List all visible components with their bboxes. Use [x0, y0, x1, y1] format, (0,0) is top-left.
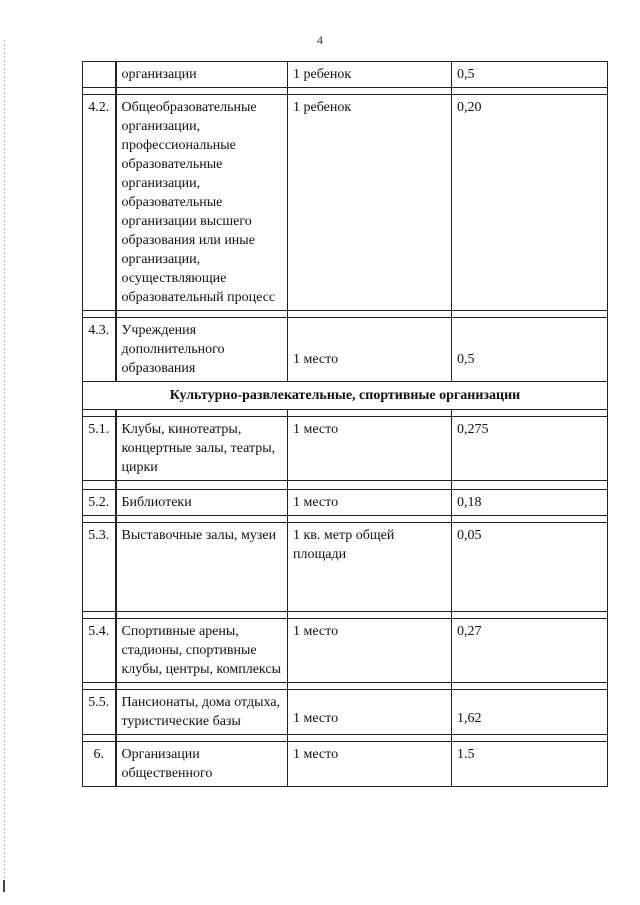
- page-number: 4: [317, 33, 323, 47]
- row-name: Учреждения дополнительного образования: [116, 318, 288, 382]
- row-value: 1.5: [452, 742, 608, 787]
- row-number: 5.1.: [83, 417, 116, 481]
- row-number: 4.3.: [83, 318, 116, 382]
- row-unit: 1 место: [288, 742, 452, 787]
- row-name: Организации общественного: [116, 742, 288, 787]
- row-name: Пансионаты, дома отдыха, туристические базы: [116, 690, 288, 735]
- table-row: [83, 62, 608, 88]
- row-number: 5.5.: [83, 690, 116, 735]
- row-number: [83, 62, 116, 88]
- table-row: [83, 742, 608, 787]
- row-value: 0,27: [452, 619, 608, 683]
- row-gap: [83, 735, 608, 742]
- row-unit: 1 место: [288, 619, 452, 683]
- row-name: Выставочные залы, музеи: [116, 523, 288, 612]
- row-unit: 1 ребенок: [288, 62, 452, 88]
- row-unit: 1 место: [288, 490, 452, 516]
- table-row: [83, 690, 608, 735]
- row-unit: 1 место: [288, 417, 452, 481]
- row-number: 5.3.: [83, 523, 116, 612]
- row-gap: [83, 481, 608, 490]
- section-header-row: [83, 382, 608, 410]
- row-value: 0,5: [452, 318, 608, 382]
- row-name: организации: [116, 62, 288, 88]
- row-gap: [83, 612, 608, 619]
- row-name: Библиотеки: [116, 490, 288, 516]
- row-name: Клубы, кинотеатры, концертные залы, театры, цирки: [116, 417, 288, 481]
- norms-table: [82, 61, 608, 787]
- table-row: [83, 490, 608, 516]
- row-value: 0,05: [452, 523, 608, 612]
- table-row: [83, 95, 608, 311]
- row-gap: [83, 516, 608, 523]
- row-name: Общеобразовательные организации, профессиональные образовательные организации, образовательные организации высшего образования или иные организации, осуществляющие образовательный процесс: [116, 95, 288, 311]
- table-row: [83, 417, 608, 481]
- table-row: [83, 523, 608, 612]
- row-value: 0,5: [452, 62, 608, 88]
- row-value: 1,62: [452, 690, 608, 735]
- row-value: 0,20: [452, 95, 608, 311]
- row-gap: [83, 683, 608, 690]
- table-row: [83, 318, 608, 382]
- row-unit: 1 кв. метр общей площади: [288, 523, 452, 612]
- row-value: 0,18: [452, 490, 608, 516]
- row-unit: 1 место: [288, 690, 452, 735]
- section-title: Культурно-развлекательные, спортивные организации: [83, 382, 608, 410]
- row-value: 0,275: [452, 417, 608, 481]
- row-gap: [83, 88, 608, 95]
- row-number: 5.4.: [83, 619, 116, 683]
- row-unit: 1 место: [288, 318, 452, 382]
- row-gap: [83, 410, 608, 417]
- row-number: 4.2.: [83, 95, 116, 311]
- row-name: Спортивные арены, стадионы, спортивные клубы, центры, комплексы: [116, 619, 288, 683]
- table-row: [83, 619, 608, 683]
- row-number: 6.: [83, 742, 116, 787]
- row-number: 5.2.: [83, 490, 116, 516]
- row-unit: 1 ребенок: [288, 95, 452, 311]
- row-gap: [83, 311, 608, 318]
- scan-edge-line: [4, 40, 5, 880]
- scan-edge-mark: [3, 880, 5, 892]
